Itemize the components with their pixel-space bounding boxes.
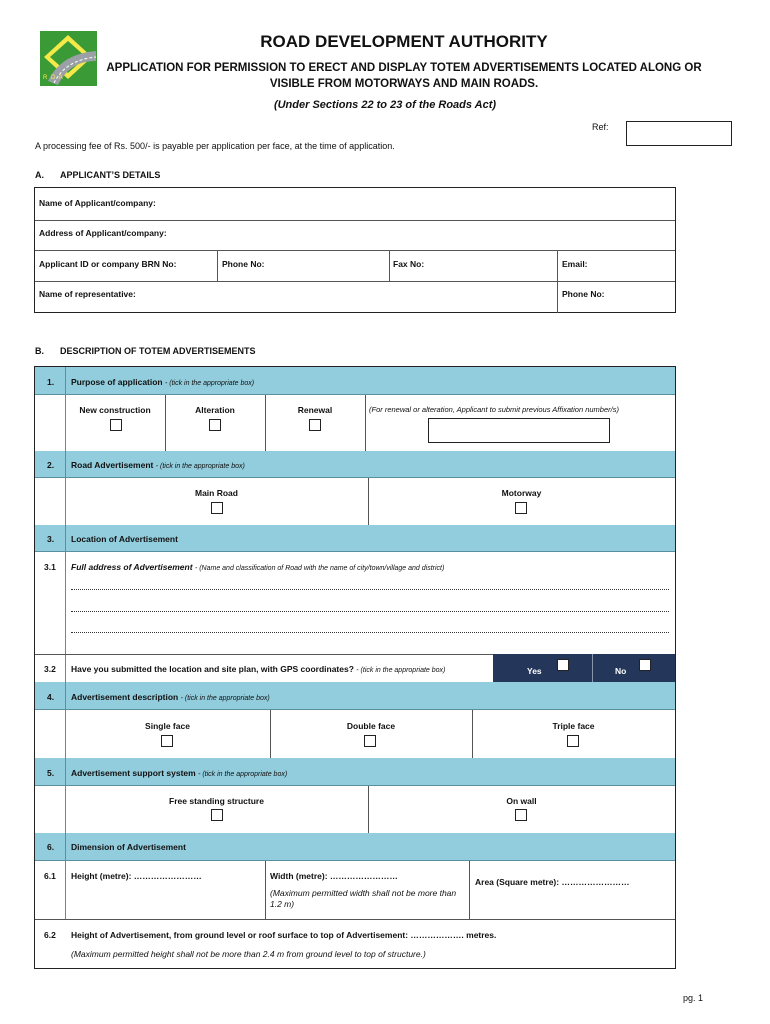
width-field[interactable]: Width (metre): …………………… bbox=[270, 871, 398, 881]
q2-number: 2. bbox=[47, 460, 55, 470]
q1-label-text: Purpose of application bbox=[71, 377, 163, 387]
yes-no-panel bbox=[493, 654, 675, 682]
on-wall-label: On wall bbox=[506, 796, 537, 806]
q4-label-text: Advertisement description bbox=[71, 692, 179, 702]
applicant-id-field[interactable]: Applicant ID or company BRN No: bbox=[39, 259, 177, 269]
q1-label bbox=[71, 377, 254, 387]
q32-label bbox=[71, 664, 445, 674]
q2-label bbox=[71, 460, 245, 470]
yes-label: Yes bbox=[527, 666, 542, 676]
q62-number: 6.2 bbox=[44, 930, 56, 940]
single-face-label: Single face bbox=[145, 721, 190, 731]
advert-height-field[interactable]: Height of Advertisement, from ground level or roof surface to top of Advertisement: ………………. metres. bbox=[71, 930, 497, 940]
section-b-letter: B. bbox=[35, 346, 44, 356]
page-number: pg. 1 bbox=[683, 993, 704, 1003]
renewal-label: Renewal bbox=[297, 405, 333, 415]
q4-label bbox=[71, 692, 270, 702]
subtitle-line-1: APPLICATION FOR PERMISSION TO ERECT AND DISPLAY TOTEM ADVERTISEMENTS LOCATED ALONG OR bbox=[106, 62, 702, 74]
advert-height-note: (Maximum permitted height shall not be more than 2.4 m from ground level to top of structure.) bbox=[71, 949, 426, 959]
triple-face-checkbox[interactable] bbox=[567, 735, 579, 747]
q3-label: Location of Advertisement bbox=[71, 534, 178, 544]
q31-label-text: Full address of Advertisement bbox=[71, 562, 193, 572]
ref-label: Ref: bbox=[592, 122, 609, 132]
on-wall-checkbox[interactable] bbox=[515, 809, 527, 821]
q5-label-text: Advertisement support system bbox=[71, 768, 196, 778]
section-a-letter: A. bbox=[35, 170, 44, 180]
q4-hint: - (tick in the appropriate box) bbox=[180, 695, 270, 702]
motorway-label: Motorway bbox=[501, 488, 542, 498]
address-line-2[interactable] bbox=[71, 611, 669, 612]
applicant-address-field[interactable]: Address of Applicant/company: bbox=[39, 228, 167, 238]
q32-hint: - (tick in the appropriate box) bbox=[356, 667, 446, 674]
motorway-checkbox[interactable] bbox=[515, 502, 527, 514]
q5-label bbox=[71, 768, 287, 778]
applicant-name-field[interactable]: Name of Applicant/company: bbox=[39, 198, 156, 208]
q1-number: 1. bbox=[47, 377, 55, 387]
area-field[interactable]: Area (Square metre): …………………… bbox=[475, 877, 630, 887]
triple-face-label: Triple face bbox=[552, 721, 595, 731]
section-b-title: DESCRIPTION OF TOTEM ADVERTISEMENTS bbox=[60, 346, 256, 356]
height-field[interactable]: Height (metre): …………………… bbox=[71, 871, 202, 881]
phone-field[interactable]: Phone No: bbox=[222, 259, 265, 269]
main-road-label: Main Road bbox=[195, 488, 238, 498]
new-construction-label: New construction bbox=[79, 405, 151, 415]
double-face-label: Double face bbox=[346, 721, 396, 731]
alteration-label: Alteration bbox=[195, 405, 235, 415]
single-face-checkbox[interactable] bbox=[161, 735, 173, 747]
email-field[interactable]: Email: bbox=[562, 259, 588, 269]
representative-field[interactable]: Name of representative: bbox=[39, 289, 136, 299]
section-a-title: APPLICANT’S DETAILS bbox=[60, 170, 161, 180]
q2-hint: - (tick in the appropriate box) bbox=[155, 463, 245, 470]
free-standing-checkbox[interactable] bbox=[211, 809, 223, 821]
q31-hint: - (Name and classification of Road with the name of city/town/village and district) bbox=[194, 565, 445, 572]
subtitle-line-2: VISIBLE FROM MOTORWAYS AND MAIN ROADS. bbox=[269, 78, 539, 90]
rep-phone-field[interactable]: Phone No: bbox=[562, 289, 605, 299]
q32-label-text: Have you submitted the location and site plan, with GPS coordinates? bbox=[71, 664, 354, 674]
affixation-number-input[interactable] bbox=[428, 418, 610, 443]
ref-input[interactable] bbox=[626, 121, 732, 146]
q6-number: 6. bbox=[47, 842, 55, 852]
q31-number: 3.1 bbox=[44, 562, 56, 572]
q31-label bbox=[71, 562, 444, 572]
address-line-1[interactable] bbox=[71, 589, 669, 590]
q1-hint: - (tick in the appropriate box) bbox=[165, 380, 255, 387]
q2-label-text: Road Advertisement bbox=[71, 460, 154, 470]
alteration-checkbox[interactable] bbox=[209, 419, 221, 431]
fee-note: A processing fee of Rs. 500/- is payable per application per face, at the time of application. bbox=[35, 141, 395, 151]
address-line-3[interactable] bbox=[71, 632, 669, 633]
yes-checkbox[interactable] bbox=[557, 659, 569, 671]
q61-number: 6.1 bbox=[44, 871, 56, 881]
q5-hint: - (tick in the appropriate box) bbox=[198, 771, 288, 778]
page-title: ROAD DEVELOPMENT AUTHORITY bbox=[260, 32, 548, 51]
logo-text: R D A bbox=[43, 75, 64, 81]
q3-number: 3. bbox=[47, 534, 55, 544]
no-checkbox[interactable] bbox=[639, 659, 651, 671]
q32-number: 3.2 bbox=[44, 664, 56, 674]
renewal-checkbox[interactable] bbox=[309, 419, 321, 431]
applicant-details-table bbox=[34, 187, 676, 313]
main-road-checkbox[interactable] bbox=[211, 502, 223, 514]
double-face-checkbox[interactable] bbox=[364, 735, 376, 747]
width-note: (Maximum permitted width shall not be more than 1.2 m) bbox=[270, 888, 457, 909]
q4-number: 4. bbox=[47, 692, 55, 702]
totem-description-table bbox=[34, 366, 676, 969]
q5-number: 5. bbox=[47, 768, 55, 778]
no-label: No bbox=[615, 666, 627, 676]
affixation-note: (For renewal or alteration, Applicant to submit previous Affixation number/s) bbox=[369, 405, 619, 414]
free-standing-label: Free standing structure bbox=[169, 796, 264, 806]
fax-field[interactable]: Fax No: bbox=[393, 259, 425, 269]
q6-label: Dimension of Advertisement bbox=[71, 842, 186, 852]
act-reference: (Under Sections 22 to 23 of the Roads Act) bbox=[273, 99, 497, 111]
new-construction-checkbox[interactable] bbox=[110, 419, 122, 431]
form-subtitle bbox=[0, 60, 770, 92]
